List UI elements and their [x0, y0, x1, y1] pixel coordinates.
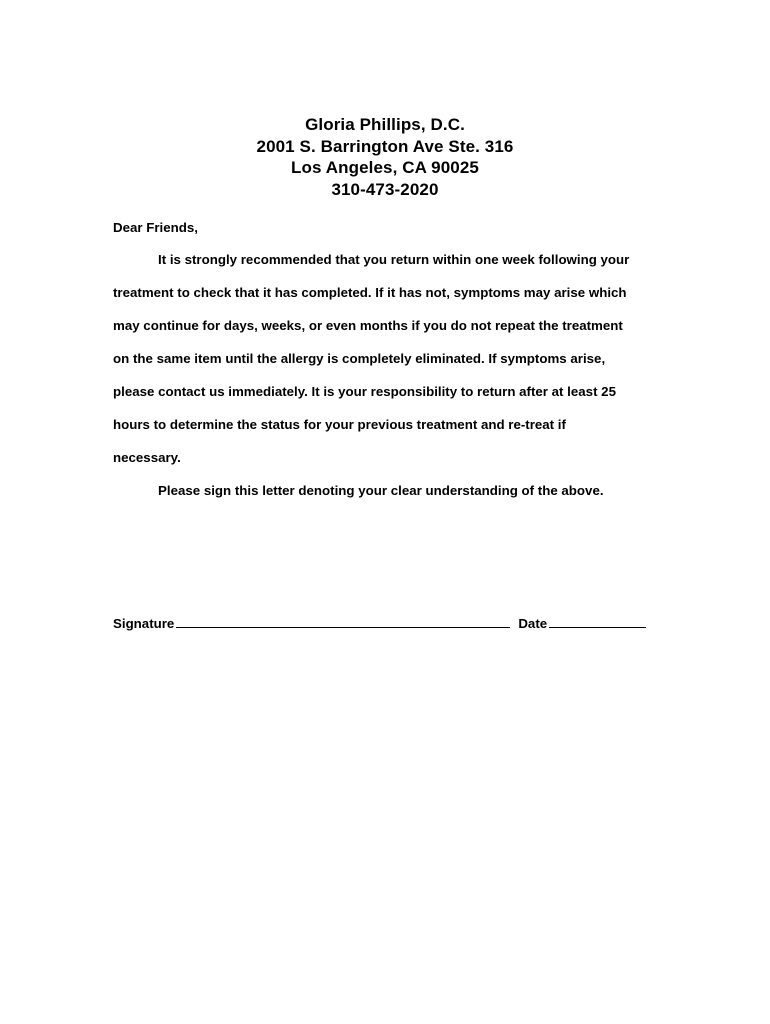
sign-instruction: Please sign this letter denoting your clear understanding of the above. — [158, 483, 604, 498]
paragraph-line: treatment to check that it has completed. If it has not, symptoms may arise which — [113, 285, 627, 300]
signature-line[interactable] — [176, 615, 510, 628]
letterhead — [0, 114, 770, 200]
phone-number: 310-473-2020 — [331, 179, 439, 199]
city-state-zip: Los Angeles, CA 90025 — [291, 158, 479, 177]
paragraph-line: hours to determine the status for your previous treatment and re-treat if — [113, 417, 566, 432]
signature-label: Signature — [113, 616, 175, 631]
paragraph-line: necessary. — [113, 450, 181, 465]
paragraph-line: on the same item until the allergy is completely eliminated. If symptoms arise, — [113, 351, 606, 366]
paragraph-line: may continue for days, weeks, or even months if you do not repeat the treatment — [113, 318, 623, 333]
practitioner-name: Gloria Phillips, D.C. — [305, 115, 465, 134]
paragraph-line: please contact us immediately. It is your responsibility to return after at least 25 — [113, 384, 616, 399]
paragraph-line: It is strongly recommended that you return within one week following your — [158, 252, 630, 267]
date-line[interactable] — [549, 615, 646, 628]
date-label: Date — [518, 616, 548, 631]
street-address: 2001 S. Barrington Ave Ste. 316 — [256, 136, 514, 156]
greeting: Dear Friends, — [113, 220, 198, 235]
signature-row — [113, 615, 646, 632]
